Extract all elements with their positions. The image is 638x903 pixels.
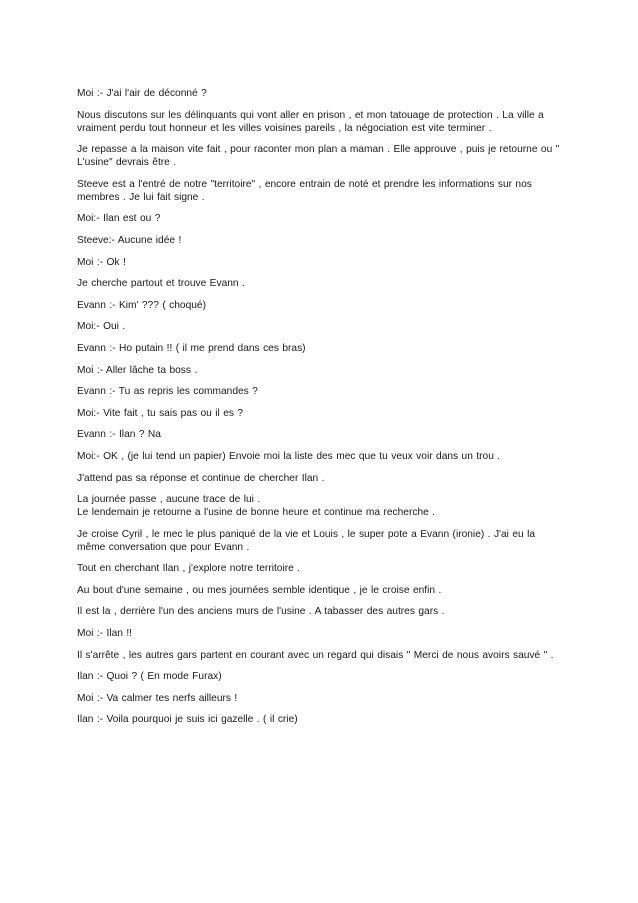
paragraph: Evann :- Ilan ? Na <box>77 429 161 441</box>
paragraph: Tout en cherchant Ilan , j'explore notre territoire . <box>77 563 301 575</box>
paragraph: Ilan :- Quoi ? ( En mode Furax) <box>77 671 222 683</box>
paragraph: Je croise Cyril , le mec le plus paniqué de la vie et Louis , le super pote a Evann (ironie) . J'ai eu la même conversation que pour Evann . <box>77 528 539 553</box>
paragraph: Steeve:- Aucune idée ! <box>77 234 182 246</box>
paragraph: Moi :- J'ai l'air de déconné ? <box>77 88 207 99</box>
paragraph: Ilan :- Voila pourquoi je suis ici gazelle . ( il crie) <box>77 714 298 726</box>
paragraph: Steeve est a l'entré de notre "territoire" , encore entrain de noté et prendre les informations sur nos membres . Je lui fait signe . <box>77 178 536 203</box>
paragraph: Il s'arrête , les autres gars partent en courant avec un regard qui disais " Merci de nous avoirs sauvé " . <box>77 649 554 661</box>
paragraph: La journée passe , aucune trace de lui . Le lendemain je retourne a l'usine de bonne heure et continue ma recherche . <box>77 494 436 519</box>
paragraph: Evann :- Tu as repris les commandes ? <box>77 386 258 398</box>
paragraph: Moi :- Va calmer tes nerfs ailleurs ! <box>77 692 238 704</box>
paragraph: Moi :- Ilan !! <box>77 628 133 640</box>
paragraph: Evann :- Ho putain !! ( il me prend dans ces bras) <box>77 342 306 354</box>
paragraph: Moi:- OK , (je lui tend un papier) Envoie moi la liste des mec que tu veux voir dans un trou . <box>77 450 501 462</box>
paragraph: Je repasse a la maison vite fait , pour raconter mon plan a maman . Elle approuve , puis je retourne ou " L'usine" devrais être . <box>77 144 563 169</box>
paragraph: Il est la , derrière l'un des anciens murs de l'usine . A tabasser des autres gars . <box>77 606 445 618</box>
paragraph: Au bout d'une semaine , ou mes journées semble identique , je le croise enfin . <box>77 584 442 596</box>
paragraph: J'attend pas sa réponse et continue de chercher Ilan . <box>77 472 325 484</box>
paragraph: Moi:- Oui . <box>77 321 126 333</box>
document-body <box>77 87 565 735</box>
paragraph: Moi :- Ok ! <box>77 256 126 268</box>
paragraph: Je cherche partout et trouve Evann . <box>77 278 245 290</box>
paragraph: Moi :- Aller lâche ta boss . <box>77 364 198 376</box>
paragraph: Evann :- Kim' ??? ( choqué) <box>77 299 206 311</box>
paragraph: Nous discutons sur les délinquants qui vont aller en prison , et mon tatouage de protection . La ville a vraiment perdu tout honneur et les villes voisines pareils , la négociation est vite terminer . <box>77 109 548 134</box>
paragraph: Moi:- Ilan est ou ? <box>77 213 161 225</box>
paragraph: Moi:- Vite fait , tu sais pas ou il es ? <box>77 407 244 419</box>
